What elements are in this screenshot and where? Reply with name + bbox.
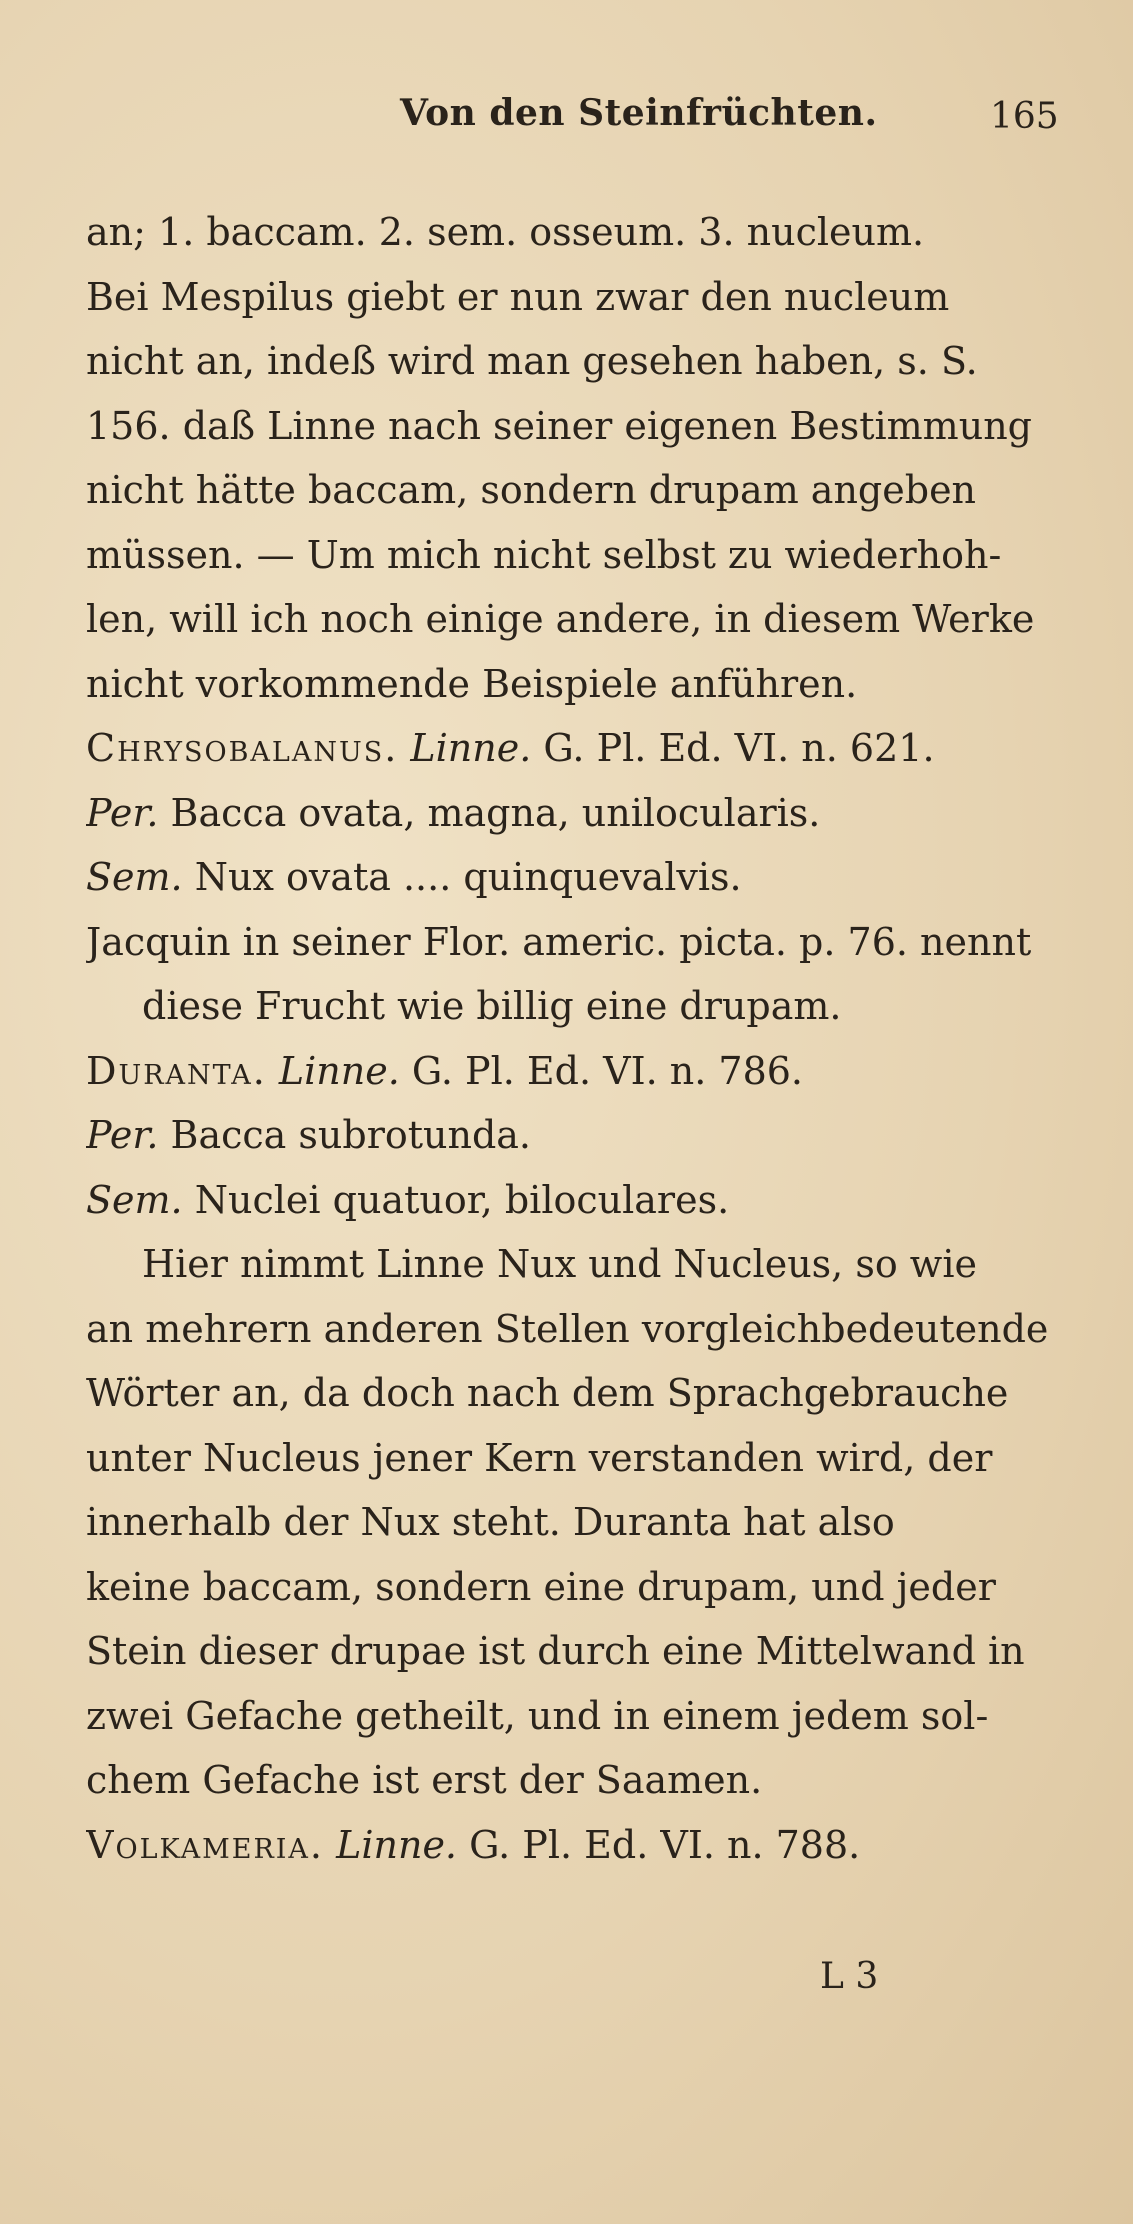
- genus-name: Volkameria.: [86, 1822, 325, 1867]
- entry-line: [86, 1168, 1086, 1233]
- text-line: Bei Mespilus giebt er nun zwar den nucleum: [86, 274, 950, 319]
- text-line: len, will ich noch einige andere, in diesem Werke: [86, 597, 1035, 641]
- text-line: unter Nucleus jener Kern verstanden wird, der: [86, 1435, 993, 1480]
- author-abbrev: Linne.: [410, 726, 532, 770]
- entry-text: Nuclei quatuor, biloculares.: [194, 1177, 730, 1222]
- signature-mark: L 3: [820, 1956, 879, 1997]
- entry-heading-duranta: [86, 1039, 1086, 1104]
- text-line: nicht hätte baccam, sondern drupam angeben: [86, 468, 977, 512]
- text-line: an; 1. baccam. 2. sem. osseum. 3. nucleum.: [86, 210, 925, 254]
- reference-text: G. Pl. Ed. VI. n. 788.: [469, 1822, 861, 1867]
- author-abbrev: Linne.: [336, 1822, 458, 1867]
- text-line: zwei Gefache getheilt, und in einem jedem sol-: [86, 1693, 989, 1738]
- genus-name: Duranta.: [86, 1048, 267, 1093]
- entry-text: Nux ovata .... quinquevalvis.: [194, 855, 742, 899]
- entry-label: Per.: [86, 790, 159, 835]
- text-line: 156. daß Linne nach seiner eigenen Bestimmung: [86, 403, 1032, 448]
- reference-text: G. Pl. Ed. VI. n. 621.: [543, 726, 935, 770]
- entry-label: Sem.: [86, 1177, 183, 1222]
- running-title: Von den Steinfrüchten.: [400, 92, 878, 134]
- text-line: an mehrern anderen Stellen vorgleichbedeutende: [86, 1306, 1049, 1351]
- text-line: Stein dieser drupae ist durch eine Mittelwand in: [86, 1629, 1025, 1673]
- page-footer: [0, 1956, 1133, 2016]
- entry-heading-chrysobalanus: [86, 716, 1086, 781]
- text-line: innerhalb der Nux steht. Duranta hat also: [86, 1500, 895, 1544]
- entry-line: [86, 1103, 1086, 1168]
- page-header: [0, 92, 1133, 152]
- text-line: nicht vorkommende Beispiele anführen.: [86, 661, 858, 706]
- text-line: diese Frucht wie billig eine drupam.: [142, 984, 842, 1028]
- page-number: 165: [990, 96, 1059, 137]
- entry-text: Bacca ovata, magna, unilocularis.: [170, 790, 821, 835]
- genus-name: Chrysobalanus.: [86, 726, 399, 770]
- entry-label: Per.: [86, 1113, 159, 1157]
- text-line: Hier nimmt Linne Nux und Nucleus, so wie: [142, 1242, 977, 1286]
- text-line: Wörter an, da doch nach dem Sprachgebrauche: [86, 1371, 1009, 1415]
- author-abbrev: Linne.: [278, 1048, 400, 1093]
- text-line: chem Gefache ist erst der Saamen.: [86, 1758, 763, 1802]
- entry-label: Sem.: [86, 855, 183, 899]
- reference-text: G. Pl. Ed. VI. n. 786.: [411, 1048, 804, 1093]
- text-line: nicht an, indeß wird man gesehen haben, s. S.: [86, 339, 978, 383]
- text-line: Jacquin in seiner Flor. americ. picta. p. 76. nennt: [86, 919, 1032, 964]
- entry-line: [86, 781, 1086, 846]
- page-body: [86, 200, 1086, 1877]
- text-line: müssen. — Um mich nicht selbst zu wiederhoh-: [86, 532, 1002, 577]
- text-line: keine baccam, sondern eine drupam, und jeder: [86, 1564, 996, 1609]
- entry-text: Bacca subrotunda.: [170, 1113, 532, 1157]
- entry-line: [86, 845, 1086, 910]
- entry-heading-volkameria: [86, 1813, 1086, 1878]
